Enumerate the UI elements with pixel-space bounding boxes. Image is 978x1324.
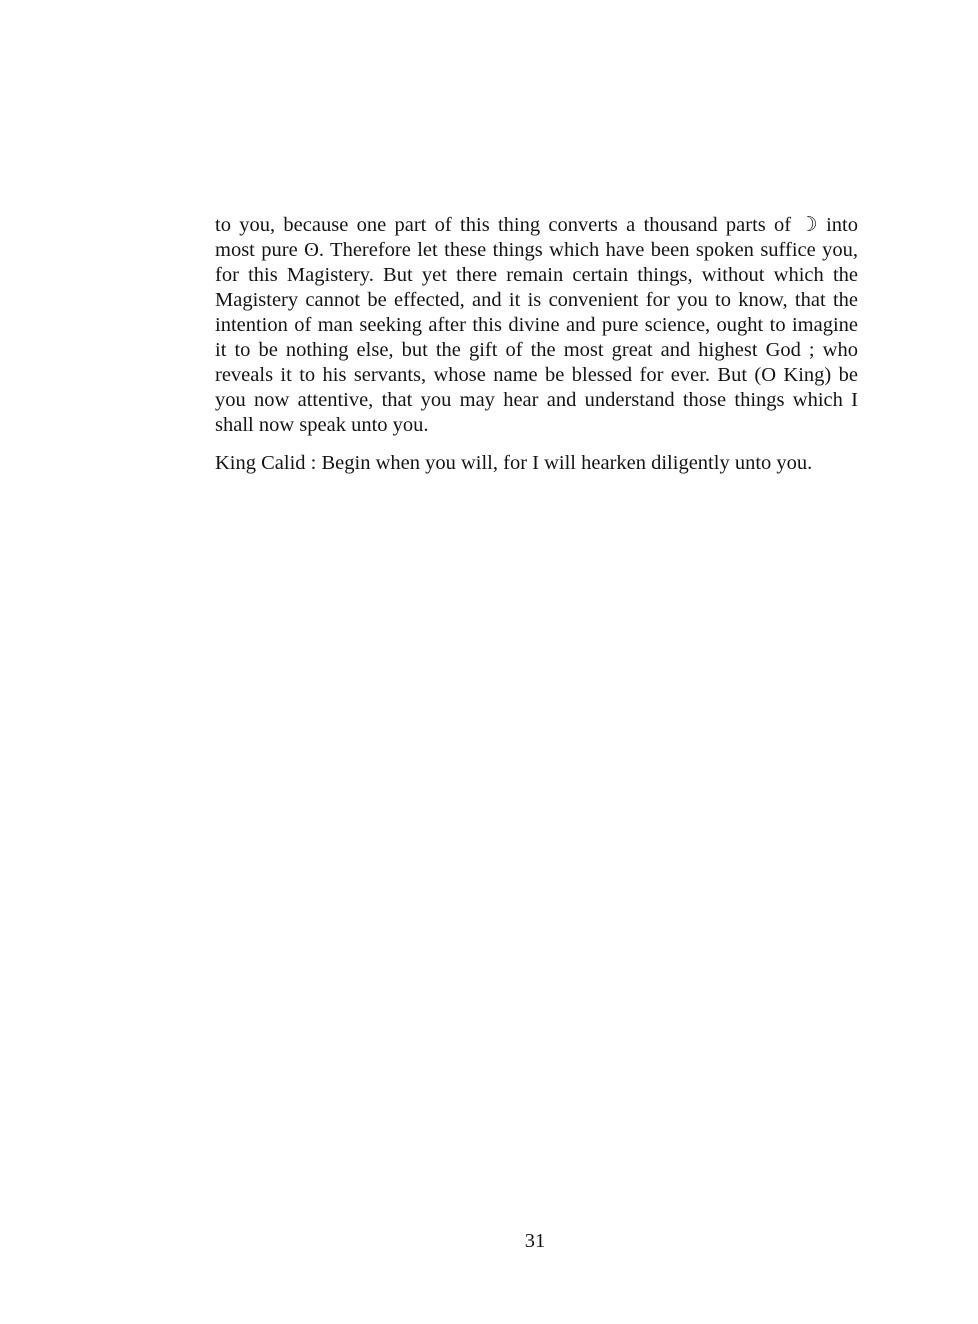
paragraph-king-calid: King Calid : Begin when you will, for I will hearken diligently unto you. xyxy=(215,452,813,474)
body-text xyxy=(215,213,858,476)
paragraph-morienus: to you, because one part of this thing converts a thousand parts of ☽ into most pure ʘ. Therefore let these things which have been spoken suffice you, for this Magistery. But yet there remain certain things, without which the Magistery cannot be effected, and it is convenient for you to know, that the intention of man seeking after this divine and pure science, ought to imagine it to be nothing else, but the gift of the most great and highest God ; who reveals it to his servants, whose name be blessed for ever. But (O King) be you now attentive, that you may hear and understand those things which I shall now speak unto you. xyxy=(215,214,858,436)
page-number: 31 xyxy=(524,1230,546,1252)
